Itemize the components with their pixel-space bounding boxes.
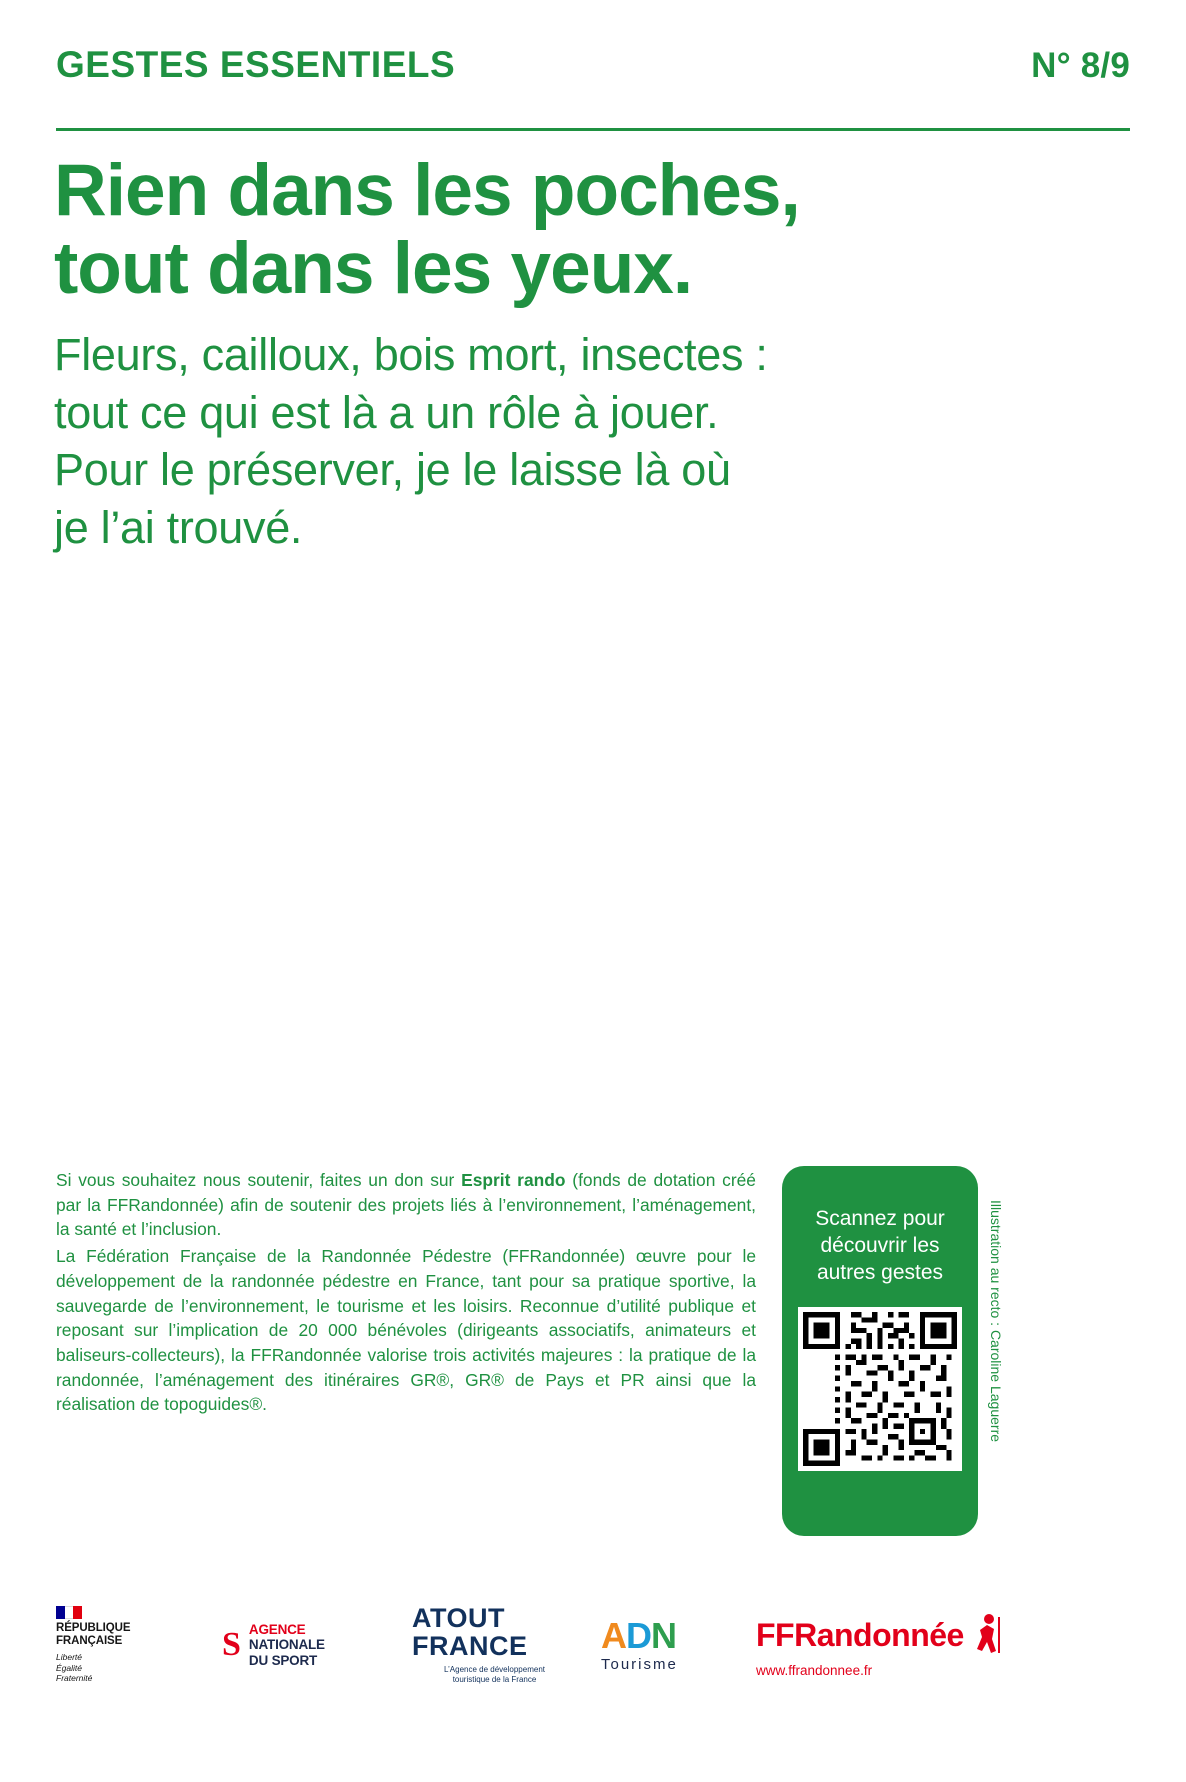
logo-ffrandonnee xyxy=(756,1600,986,1690)
ans-line-3: DU SPORT xyxy=(248,1652,318,1668)
esprit-rando-label: Esprit rando xyxy=(461,1170,566,1190)
footer-p1-part1: Si vous souhaitez nous soutenir, faites un don sur xyxy=(56,1170,462,1190)
french-flag-icon xyxy=(56,1606,82,1619)
hiker-icon xyxy=(970,1613,1004,1657)
adn-letter-a: A xyxy=(601,1614,626,1656)
atout-line-1: ATOUT xyxy=(412,1603,505,1634)
ans-mark-icon: S xyxy=(222,1626,241,1663)
qr-caption-line-3: autres gestes xyxy=(816,1260,944,1284)
qr-panel[interactable] xyxy=(782,1166,978,1536)
marianne-title xyxy=(56,1622,130,1648)
headline-line-1: Rien dans les poches, xyxy=(54,150,800,231)
header-divider xyxy=(56,128,1130,131)
adn-letters xyxy=(601,1614,676,1656)
qr-caption-line-1: Scannez pour xyxy=(815,1207,945,1230)
adn-letter-d: D xyxy=(626,1614,651,1656)
footer-p1-part2: (fonds de dotation créé par la FFRandonnée) afin de soutenir des projets liés à l’environnement, l’aménagement, la santé et l’inclusion. xyxy=(56,1170,756,1240)
subheadline-line-2: tout ce qui est là a un rôle à jouer. xyxy=(54,386,719,438)
footer-paragraph-1 xyxy=(56,1168,756,1242)
atout-tagline-line-2: touristique de la France xyxy=(452,1674,537,1684)
footer-text-block xyxy=(56,1168,756,1417)
header xyxy=(56,46,1130,83)
motto-line-2: Égalité xyxy=(56,1662,82,1673)
atout-line-2: FRANCE xyxy=(412,1631,528,1662)
issue-number: N° 8/9 xyxy=(1031,46,1130,85)
adn-subtitle: Tourisme xyxy=(601,1655,678,1673)
subheadline-line-3: Pour le préserver, je le laisse là où xyxy=(54,444,731,496)
motto-line-3: Fraternité xyxy=(56,1673,93,1684)
adn-letter-n: N xyxy=(651,1614,676,1656)
ans-line-1: AGENCE xyxy=(248,1621,306,1637)
page-subtitle xyxy=(54,326,934,556)
ffr-url[interactable]: www.ffrandonnee.fr xyxy=(756,1662,873,1678)
ffr-name: FFRandonnée xyxy=(756,1616,964,1653)
headline-line-2: tout dans les yeux. xyxy=(54,228,693,310)
atout-tagline-line-1: L’Agence de développement xyxy=(444,1664,545,1674)
ffr-name-row xyxy=(756,1613,1004,1657)
qr-caption xyxy=(795,1206,965,1287)
subheadline-line-4: je l’ai trouvé. xyxy=(54,501,303,553)
atout-tagline xyxy=(412,1665,577,1685)
qr-code-icon[interactable] xyxy=(798,1307,962,1471)
marianne-motto xyxy=(56,1652,92,1684)
logo-strip xyxy=(56,1600,964,1690)
marianne-title-line-1: RÉPUBLIQUE xyxy=(56,1622,131,1635)
ans-line-2: NATIONALE xyxy=(248,1637,325,1653)
logo-atout-france xyxy=(412,1600,577,1690)
motto-line-1: Liberté xyxy=(56,1651,82,1662)
page-kicker: GESTES ESSENTIELS xyxy=(56,44,456,85)
page-title xyxy=(54,152,1054,308)
qr-caption-line-2: découvrir les xyxy=(820,1233,940,1257)
logo-agence-nationale-du-sport xyxy=(222,1600,382,1690)
footer-paragraph-2: La Fédération Française de la Randonnée Pédestre (FFRandonnée) œuvre pour le développement de la randonnée pédestre en France, tant pour sa pratique sportive, la sauvegarde de l’environnement, le tourisme et les loisirs. Reconnue d’utilité publique et reposant sur l’implication de 20 000 bénévoles (dirigeants associatifs, animateurs et baliseurs-collecteurs), la FFRandonnée valorise trois activités majeures : la pratique de la randonnée, l’aménagement des itinéraires GR®, GR® de Pays et PR ainsi que la réalisation de topoguides®. xyxy=(56,1246,756,1415)
marianne-title-line-2: FRANÇAISE xyxy=(56,1635,123,1648)
ans-text xyxy=(249,1622,325,1669)
subheadline-line-1: Fleurs, cailloux, bois mort, insectes : xyxy=(54,329,768,380)
logo-adn-tourisme xyxy=(601,1600,731,1690)
illustration-credit: Illustration au recto : Caroline Laguerre xyxy=(988,1200,1004,1443)
logo-republique-francaise xyxy=(56,1600,166,1690)
